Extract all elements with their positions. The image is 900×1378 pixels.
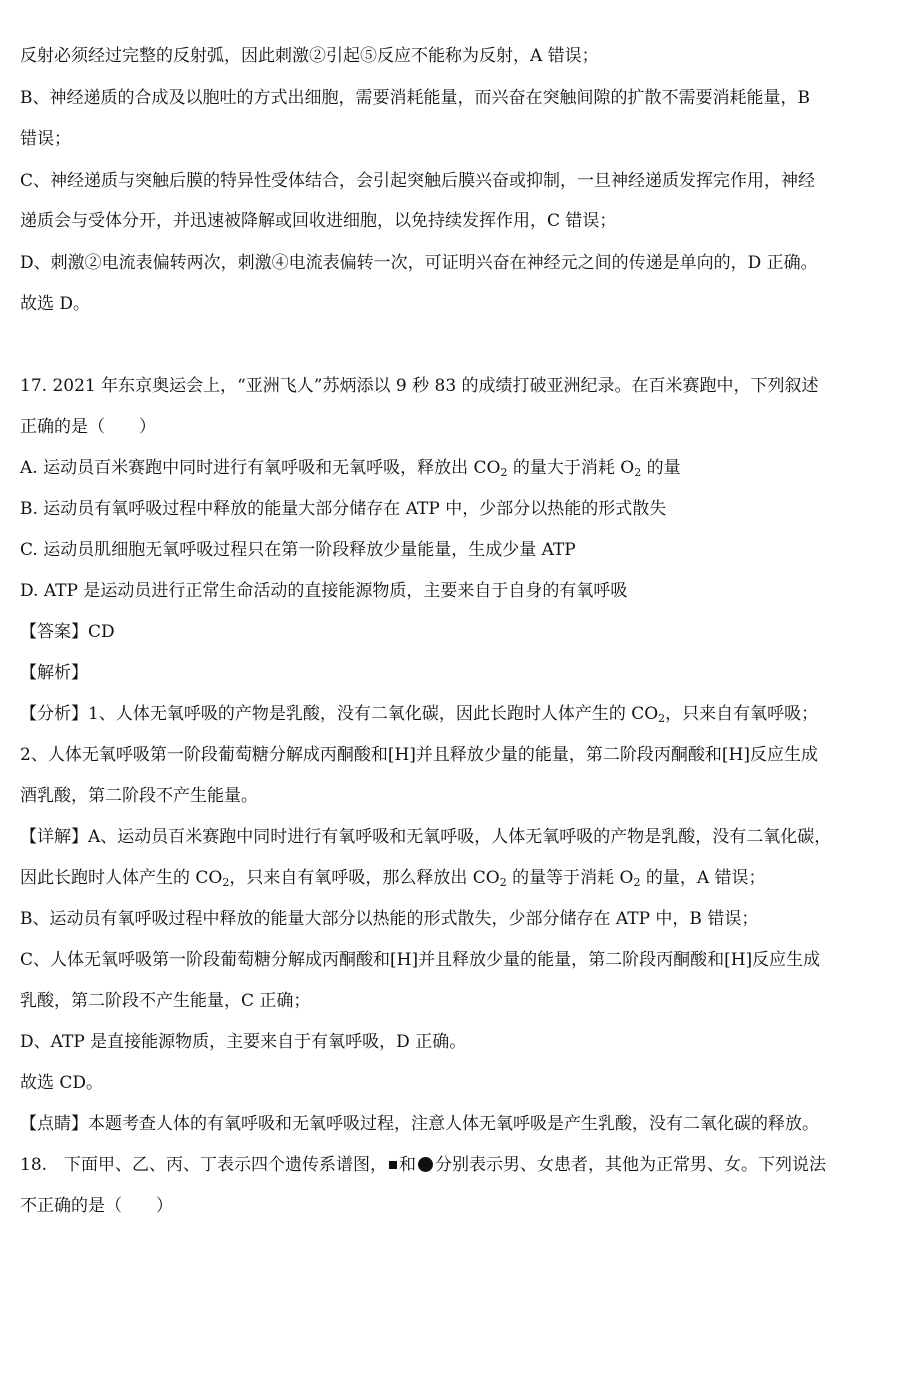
q17-detail-line-7: 故选 CD。 xyxy=(20,1073,104,1093)
prev-line-6: D、刺激②电流表偏转两次，刺激④电流表偏转一次，可证明兴奋在神经元之间的传递是单向的，D 正确。 xyxy=(20,253,818,273)
q17-stem-line-1: 17. 2021 年东京奥运会上，“亚洲飞人”苏炳添以 9 秒 83 的成绩打破亚洲纪录。在百米赛跑中，下列叙述 xyxy=(20,376,819,396)
prev-line-1: 反射必须经过完整的反射弧，因此刺激②引起⑤反应不能称为反射，A 错误； xyxy=(20,46,599,66)
q17-detail-line-5: 乳酸，第二阶段不产生能量，C 正确； xyxy=(20,991,311,1011)
q17-jiexi-heading: 【解析】 xyxy=(20,663,88,683)
q17-detail-line-2: 因此长跑时人体产生的 $CO_2$，只来自有氧呼吸，那么释放出 $CO_2$ 的量等于消耗 $O_2$ 的量，A 错误； xyxy=(20,868,766,889)
q18-stem-line-1: 18. 下面甲、乙、丙、丁表示四个遗传系谱图， 和 分别表示男、女患者，其他为正常男、女。下列说法 xyxy=(20,1155,827,1175)
q17-analysis-line-3: 酒乳酸，第二阶段不产生能量。 xyxy=(20,786,258,806)
q17-answer: 【答案】CD xyxy=(20,622,115,642)
q18-stem-line-2: 不正确的是（ ） xyxy=(20,1196,173,1216)
male-patient-square-icon xyxy=(389,1161,397,1169)
q17-option-a: A. 运动员百米赛跑中同时进行有氧呼吸和无氧呼吸，释放出 $CO_2$ 的量大于消耗 $O_2$ 的量 xyxy=(20,458,681,479)
q17-option-b: B. 运动员有氧呼吸过程中释放的能量大部分储存在 ATP 中，少部分以热能的形式散失 xyxy=(20,499,667,519)
q17-analysis-line-2: 2、人体无氧呼吸第一阶段葡萄糖分解成丙酮酸和[H]并且释放少量的能量，第二阶段丙酮酸和[H]反应生成 xyxy=(20,745,818,765)
q17-detail-line-6: D、ATP 是直接能源物质，主要来自于有氧呼吸，D 正确。 xyxy=(20,1032,467,1052)
prev-line-3: 错误； xyxy=(20,129,71,149)
prev-line-2: B、神经递质的合成及以胞吐的方式出细胞，需要消耗能量，而兴奋在突触间隙的扩散不需要消耗能量，B xyxy=(20,88,810,108)
q17-detail-line-3: B、运动员有氧呼吸过程中释放的能量大部分以热能的形式散失，少部分储存在 ATP 中，B 错误； xyxy=(20,909,759,929)
q17-detail-line-1: 【详解】A、运动员百米赛跑中同时进行有氧呼吸和无氧呼吸，人体无氧呼吸的产物是乳酸，没有二氧化碳， xyxy=(20,827,832,847)
female-patient-circle-icon xyxy=(418,1157,433,1172)
q17-option-d: D. ATP 是运动员进行正常生命活动的直接能源物质，主要来自于自身的有氧呼吸 xyxy=(20,581,628,601)
prev-line-4: C、神经递质与突触后膜的特异性受体结合，会引起突触后膜兴奋或抑制，一旦神经递质发挥完作用，神经 xyxy=(20,171,816,191)
q17-analysis-line-1: 【分析】1、人体无氧呼吸的产物是乳酸，没有二氧化碳，因此长跑时人体产生的 $CO_2$，只来自有氧呼吸； xyxy=(20,704,819,725)
q17-stem-line-2: 正确的是（ ） xyxy=(20,417,156,437)
q17-key-point: 【点睛】本题考查人体的有氧呼吸和无氧呼吸过程，注意人体无氧呼吸是产生乳酸，没有二氧化碳的释放。 xyxy=(20,1114,819,1134)
prev-line-7: 故选 D。 xyxy=(20,294,91,314)
q17-detail-line-4: C、人体无氧呼吸第一阶段葡萄糖分解成丙酮酸和[H]并且释放少量的能量，第二阶段丙酮酸和[H]反应生成 xyxy=(20,950,821,970)
prev-line-5: 递质会与受体分开，并迅速被降解或回收进细胞，以免持续发挥作用，C 错误； xyxy=(20,211,617,231)
q17-option-c: C. 运动员肌细胞无氧呼吸过程只在第一阶段释放少量能量，生成少量 ATP xyxy=(20,540,576,560)
